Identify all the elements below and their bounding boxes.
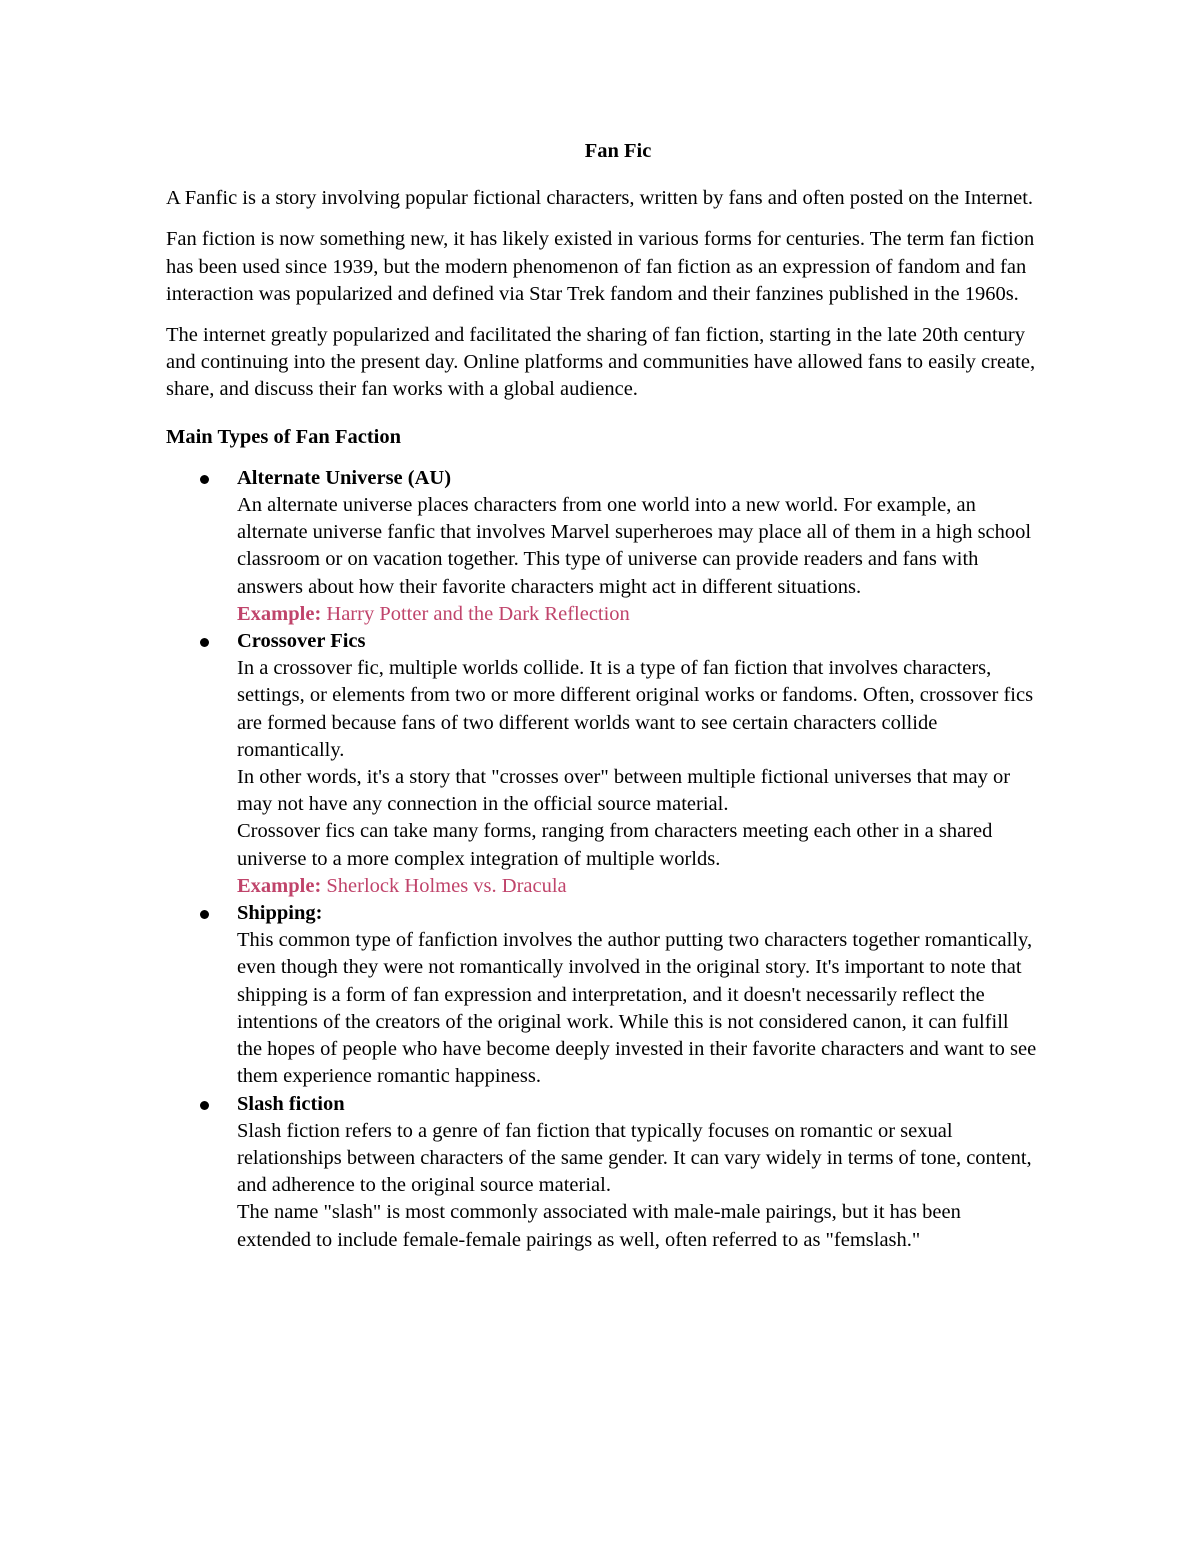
document-page [166,138,1038,1254]
intro-paragraph-2: Fan fiction is now something new, it has likely existed in various forms for centuries. The term fan fiction has been used since 1939, but the modern phenomenon of fan fiction as an expression of fandom and fan interaction was popularized and defined via Star Trek fandom and their fanzines published in the 1960s. [166,228,1035,305]
example-label: Example: [237,602,322,625]
example-line [237,873,1038,900]
intro-paragraph-1: A Fanfic is a story involving popular fictional characters, written by fans and often posted on the Internet. [166,187,1034,210]
bullet-icon [200,910,209,919]
type-name: Slash fiction [237,1092,345,1115]
list-item-alternate-universe [166,465,1038,628]
type-description: Crossover fics can take many forms, ranging from characters meeting each other in a shared universe to a more complex integration of multiple worlds. [237,820,993,870]
type-description: In a crossover fic, multiple worlds collide. It is a type of fan fiction that involves characters, settings, or elements from two or more different original works or fandoms. Often, crossover fics are formed because fans of two different worlds want to see certain characters collide romantically. [237,657,1034,761]
bullet-icon [200,638,209,647]
example-line [237,601,1038,628]
section-heading: Main Types of Fan Faction [166,425,401,448]
bullet-icon [200,1101,209,1110]
type-name: Crossover Fics [237,630,366,653]
type-description: This common type of fanfiction involves the author putting two characters together romantically, even though they were not romantically involved in the original story. It's important to note that shipping is a form of fan expression and interpretation, and it doesn't necessarily reflect the intentions of the creators of the original work. While this is not considered canon, it can fulfill the hopes of people who have become deeply invested in their favorite characters and want to see them experience romantic happiness. [237,929,1037,1088]
list-item-crossover-fics [166,628,1038,900]
document-title: Fan Fic [584,140,652,162]
type-name: Shipping: [237,902,323,925]
example-text: Sherlock Holmes vs. Dracula [326,874,567,897]
fan-fiction-types-list [166,465,1038,1254]
type-description: The name "slash" is most commonly associated with male-male pairings, but it has been extended to include female-female pairings as well, often referred to as "femslash." [237,1201,961,1251]
list-item-slash-fiction [166,1091,1038,1254]
type-description: Slash fiction refers to a genre of fan fiction that typically focuses on romantic or sexual relationships between characters of the same gender. It can vary widely in terms of tone, content, and adherence to the original source material. [237,1119,1032,1197]
example-text: Harry Potter and the Dark Reflection [326,602,630,625]
type-name: Alternate Universe (AU) [237,466,452,489]
list-item-shipping [166,900,1038,1090]
bullet-icon [200,475,209,484]
intro-paragraph-3: The internet greatly popularized and facilitated the sharing of fan fiction, starting in the late 20th century and continuing into the present day. Online platforms and communities have allowed fans to easily create, share, and discuss their fan works with a global audience. [166,324,1036,401]
type-description: An alternate universe places characters from one world into a new world. For example, an alternate universe fanfic that involves Marvel superheroes may place all of them in a high school classroom or on vacation together. This type of universe can provide readers and fans with answers about how their favorite characters might act in different situations. [237,494,1032,598]
type-description: In other words, it's a story that "crosses over" between multiple fictional universes that may or may not have any connection in the official source material. [237,766,1011,816]
example-label: Example: [237,874,322,897]
